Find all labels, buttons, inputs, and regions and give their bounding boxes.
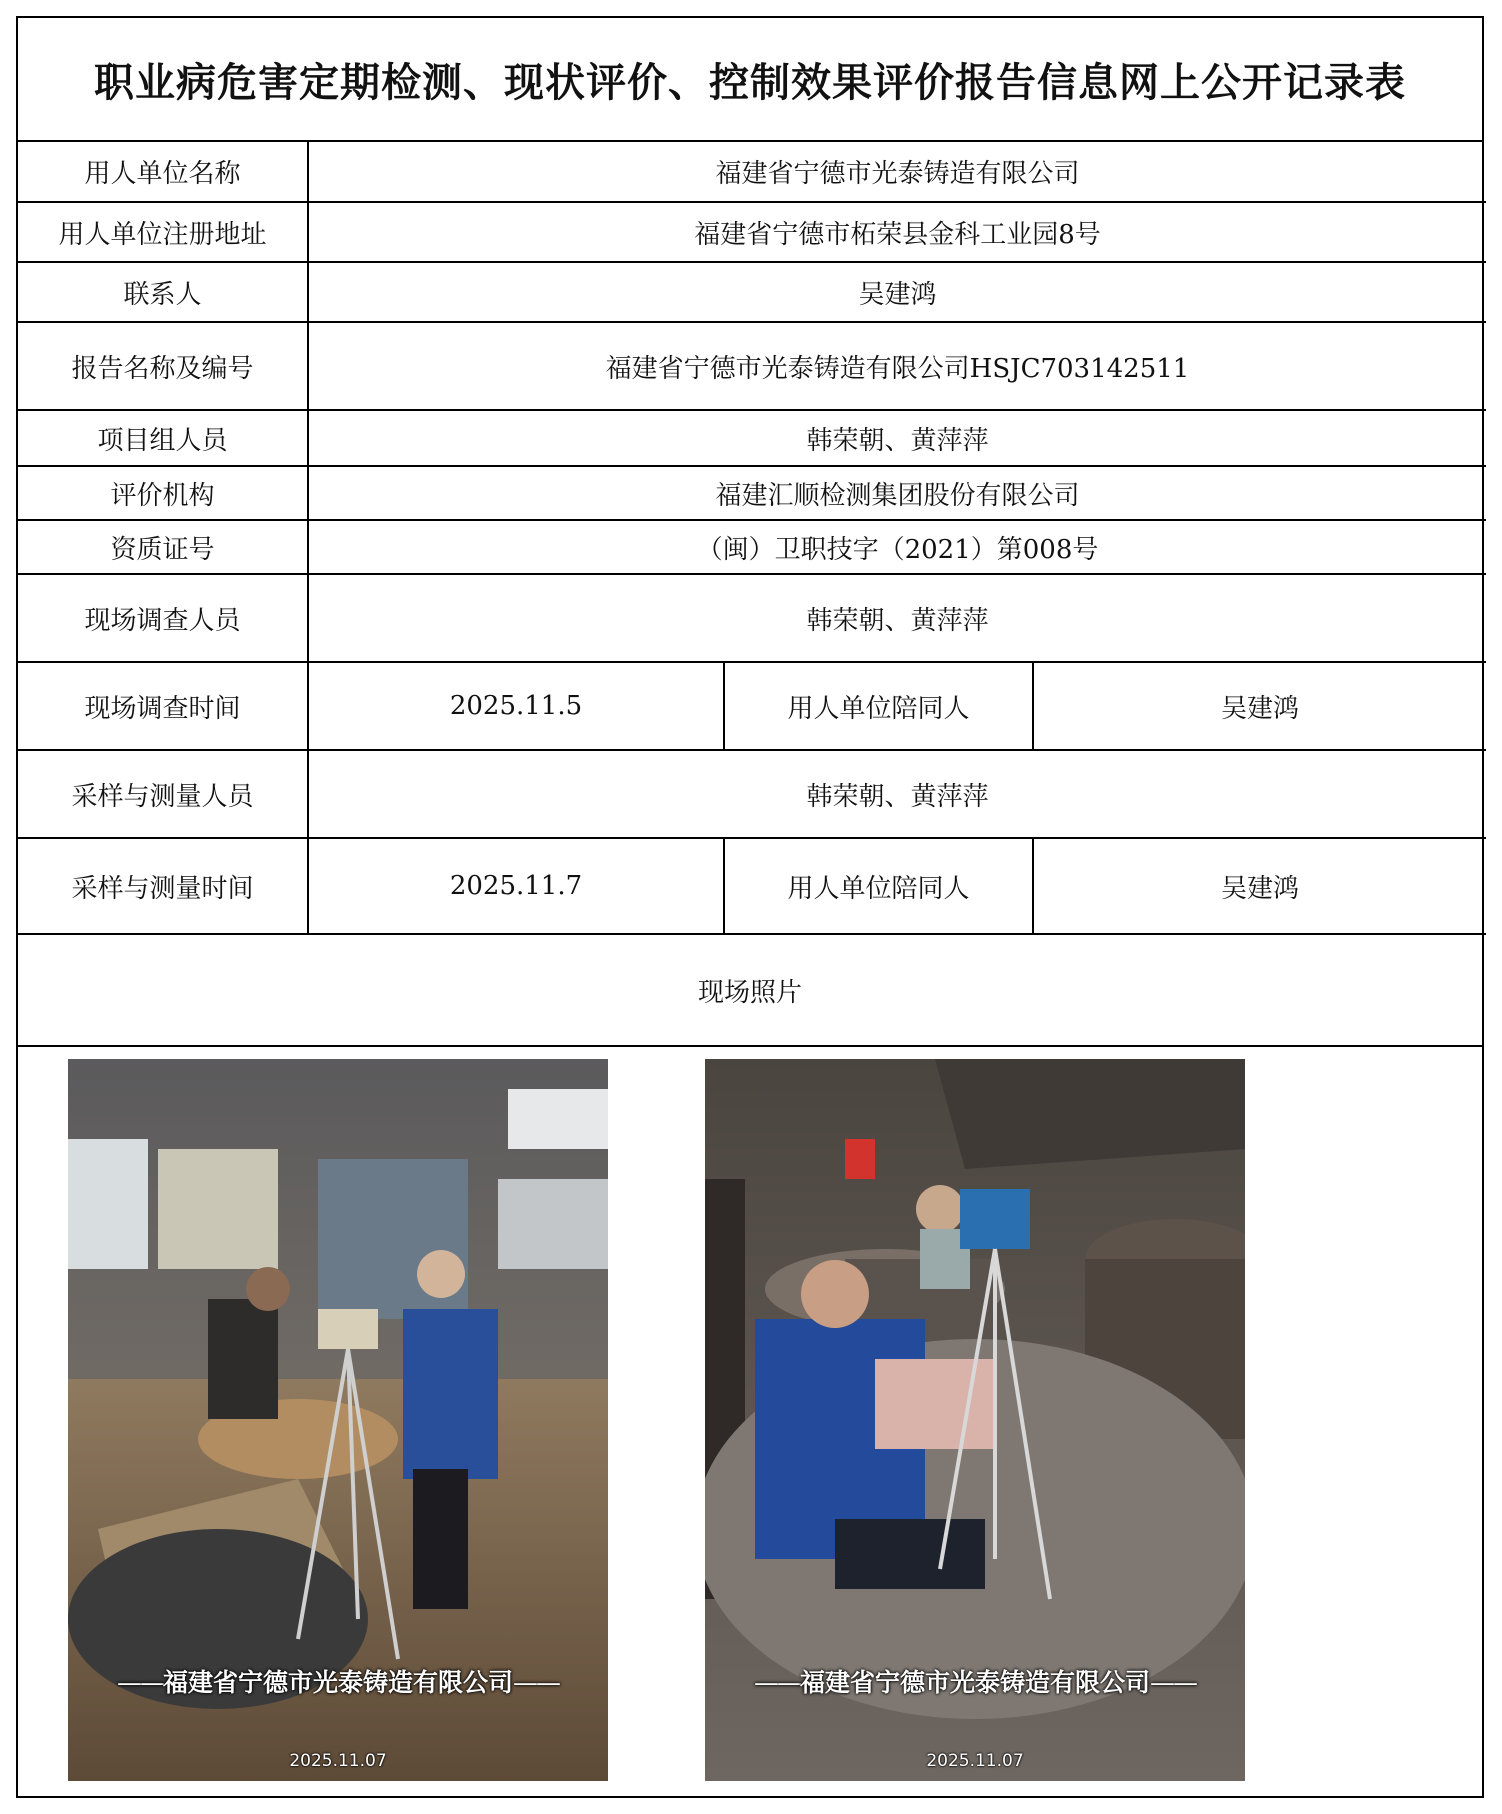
- photo-2-date: 2025.11.07: [926, 1751, 1024, 1771]
- site-photo-1: ——福建省宁德市光泰铸造有限公司—— 2025.11.07: [68, 1059, 608, 1781]
- value-team: 韩荣朝、黄萍萍: [308, 410, 1486, 466]
- photo-1-date: 2025.11.07: [289, 1751, 387, 1771]
- row-survey-time: [18, 662, 1486, 750]
- label-unit-name: 用人单位名称: [18, 142, 308, 202]
- value-contact: 吴建鸿: [308, 262, 1486, 322]
- label-sampling-staff: 采样与测量人员: [18, 750, 308, 838]
- photos-area: [18, 1047, 1482, 1807]
- label-sampling-escort: 用人单位陪同人: [724, 838, 1033, 934]
- photo-2-caption: 福建省宁德市光泰铸造有限公司: [799, 1668, 1150, 1697]
- record-sheet: [16, 16, 1484, 1798]
- info-table: [18, 142, 1486, 935]
- photo-1-caption: 福建省宁德市光泰铸造有限公司: [162, 1668, 513, 1697]
- label-report: 报告名称及编号: [18, 322, 308, 410]
- row-contact: [18, 262, 1486, 322]
- row-survey-staff: [18, 574, 1486, 662]
- value-address: 福建省宁德市柘荣县金科工业园8号: [308, 202, 1486, 262]
- photos-heading: 现场照片: [18, 935, 1482, 1047]
- value-sampling-staff: 韩荣朝、黄萍萍: [308, 750, 1486, 838]
- value-report: 福建省宁德市光泰铸造有限公司HSJC703142511: [308, 322, 1486, 410]
- label-license: 资质证号: [18, 520, 308, 574]
- row-team: [18, 410, 1486, 466]
- value-survey-escort: 吴建鸿: [1033, 662, 1486, 750]
- row-report: [18, 322, 1486, 410]
- value-agency: 福建汇顺检测集团股份有限公司: [308, 466, 1486, 520]
- row-agency: [18, 466, 1486, 520]
- row-address: [18, 202, 1486, 262]
- page-title: 职业病危害定期检测、现状评价、控制效果评价报告信息网上公开记录表: [18, 18, 1482, 142]
- label-survey-time: 现场调查时间: [18, 662, 308, 750]
- row-sampling-staff: [18, 750, 1486, 838]
- value-survey-time: 2025.11.5: [308, 662, 724, 750]
- row-sampling-time: [18, 838, 1486, 934]
- value-sampling-escort: 吴建鸿: [1033, 838, 1486, 934]
- value-unit-name: 福建省宁德市光泰铸造有限公司: [308, 142, 1486, 202]
- site-photo-2: ——福建省宁德市光泰铸造有限公司—— 2025.11.07: [705, 1059, 1245, 1781]
- label-survey-escort: 用人单位陪同人: [724, 662, 1033, 750]
- label-agency: 评价机构: [18, 466, 308, 520]
- label-survey-staff: 现场调查人员: [18, 574, 308, 662]
- label-contact: 联系人: [18, 262, 308, 322]
- label-address: 用人单位注册地址: [18, 202, 308, 262]
- row-license: [18, 520, 1486, 574]
- label-team: 项目组人员: [18, 410, 308, 466]
- value-survey-staff: 韩荣朝、黄萍萍: [308, 574, 1486, 662]
- value-license: （闽）卫职技字（2021）第008号: [308, 520, 1486, 574]
- label-sampling-time: 采样与测量时间: [18, 838, 308, 934]
- value-sampling-time: 2025.11.7: [308, 838, 724, 934]
- row-unit-name: [18, 142, 1486, 202]
